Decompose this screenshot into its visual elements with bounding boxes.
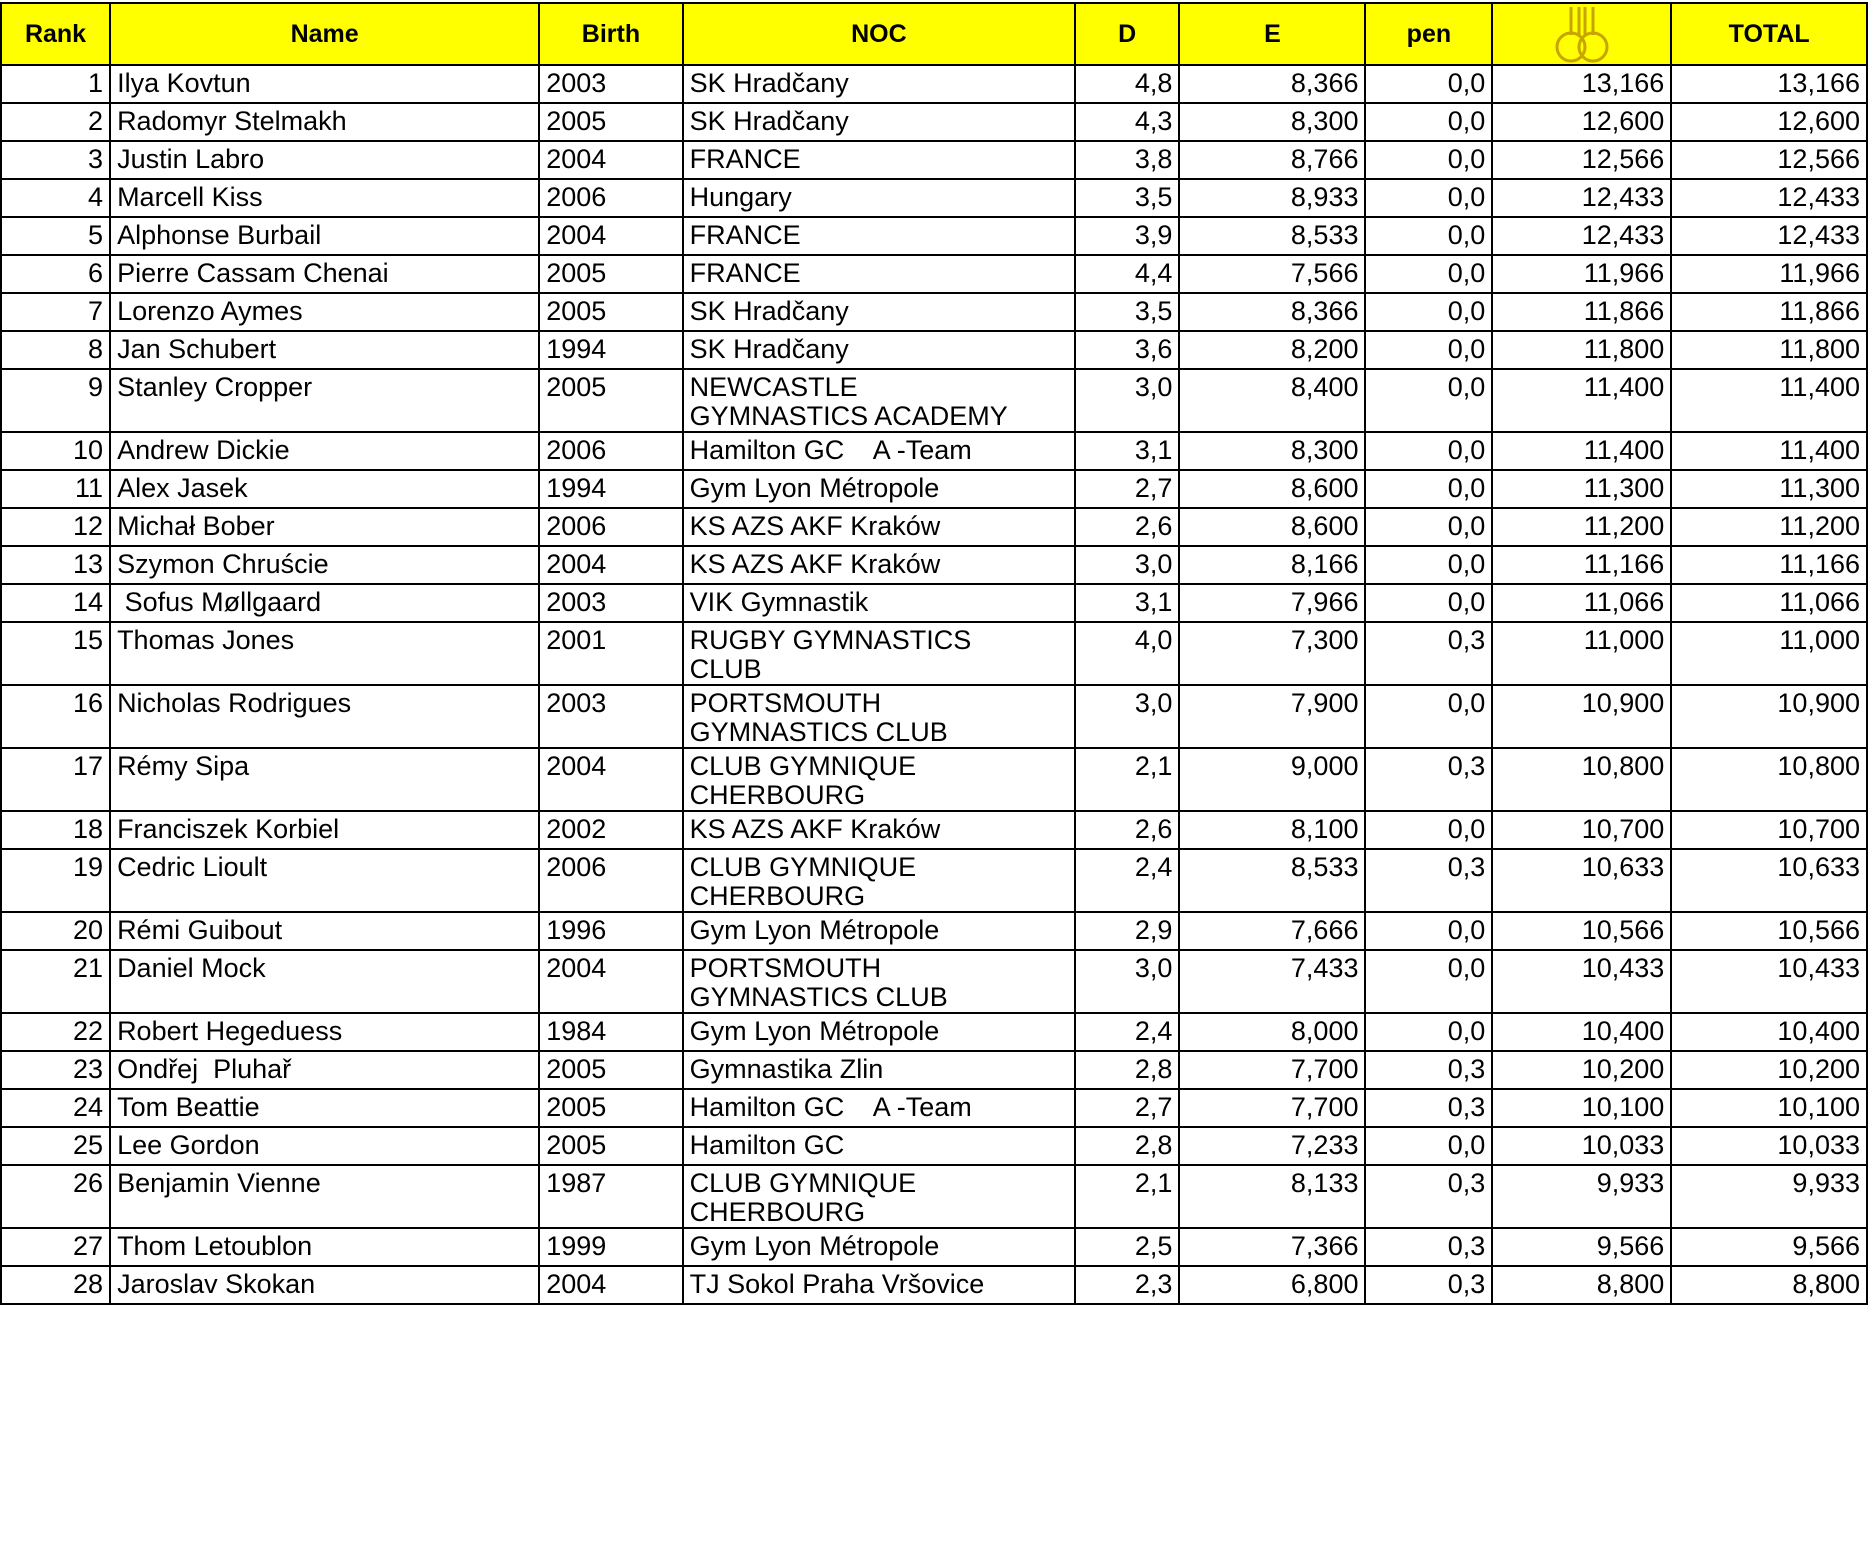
table-row: [1, 255, 1867, 293]
total-cell: 10,700: [1671, 811, 1867, 849]
rings-score-cell: 10,400: [1492, 1013, 1671, 1051]
table-row: [1, 849, 1867, 912]
header-pen: pen: [1365, 3, 1492, 65]
name-cell: Radomyr Stelmakh: [110, 103, 539, 141]
name-cell: Thom Letoublon: [110, 1228, 539, 1266]
noc-cell: SK Hradčany: [683, 293, 1075, 331]
penalty-cell: 0,0: [1365, 293, 1492, 331]
e-score-cell: 7,233: [1179, 1127, 1365, 1165]
e-score-cell: 7,900: [1179, 685, 1365, 748]
table-row: [1, 1266, 1867, 1304]
total-cell: 10,900: [1671, 685, 1867, 748]
rank-cell: 16: [1, 685, 110, 748]
d-score-cell: 2,1: [1075, 748, 1179, 811]
e-score-cell: 8,200: [1179, 331, 1365, 369]
penalty-cell: 0,0: [1365, 1127, 1492, 1165]
table-row: [1, 103, 1867, 141]
total-cell: 10,566: [1671, 912, 1867, 950]
name-cell: Sofus Møllgaard: [110, 584, 539, 622]
header-e: E: [1179, 3, 1365, 65]
penalty-cell: 0,0: [1365, 65, 1492, 103]
name-cell: Stanley Cropper: [110, 369, 539, 432]
header-row: [1, 3, 1867, 65]
noc-cell: Gym Lyon Métropole: [683, 912, 1075, 950]
e-score-cell: 8,366: [1179, 65, 1365, 103]
rank-cell: 6: [1, 255, 110, 293]
rings-score-cell: 12,433: [1492, 179, 1671, 217]
d-score-cell: 3,5: [1075, 179, 1179, 217]
table-row: [1, 811, 1867, 849]
e-score-cell: 7,433: [1179, 950, 1365, 1013]
table-row: [1, 1051, 1867, 1089]
total-cell: 11,300: [1671, 470, 1867, 508]
penalty-cell: 0,0: [1365, 179, 1492, 217]
birth-cell: 2005: [539, 1127, 682, 1165]
table-row: [1, 546, 1867, 584]
noc-cell: Gym Lyon Métropole: [683, 1228, 1075, 1266]
penalty-cell: 0,0: [1365, 369, 1492, 432]
penalty-cell: 0,0: [1365, 508, 1492, 546]
rank-cell: 23: [1, 1051, 110, 1089]
noc-cell: FRANCE: [683, 255, 1075, 293]
rings-score-cell: 10,900: [1492, 685, 1671, 748]
e-score-cell: 8,366: [1179, 293, 1365, 331]
e-score-cell: 7,966: [1179, 584, 1365, 622]
e-score-cell: 8,100: [1179, 811, 1365, 849]
header-apparatus: [1492, 3, 1671, 65]
name-cell: Pierre Cassam Chenai: [110, 255, 539, 293]
noc-cell: CLUB GYMNIQUE CHERBOURG: [683, 1165, 1075, 1228]
d-score-cell: 2,8: [1075, 1127, 1179, 1165]
d-score-cell: 3,0: [1075, 685, 1179, 748]
noc-cell: PORTSMOUTH GYMNASTICS CLUB: [683, 950, 1075, 1013]
rank-cell: 12: [1, 508, 110, 546]
d-score-cell: 3,1: [1075, 432, 1179, 470]
rank-cell: 21: [1, 950, 110, 1013]
d-score-cell: 4,0: [1075, 622, 1179, 685]
rank-cell: 1: [1, 65, 110, 103]
noc-cell: CLUB GYMNIQUE CHERBOURG: [683, 849, 1075, 912]
d-score-cell: 3,9: [1075, 217, 1179, 255]
table-row: [1, 1165, 1867, 1228]
table-row: [1, 508, 1867, 546]
birth-cell: 2006: [539, 849, 682, 912]
name-cell: Robert Hegeduess: [110, 1013, 539, 1051]
d-score-cell: 3,0: [1075, 950, 1179, 1013]
birth-cell: 1994: [539, 331, 682, 369]
e-score-cell: 7,700: [1179, 1051, 1365, 1089]
rings-score-cell: 12,566: [1492, 141, 1671, 179]
total-cell: 12,433: [1671, 179, 1867, 217]
penalty-cell: 0,0: [1365, 811, 1492, 849]
name-cell: Szymon Chruście: [110, 546, 539, 584]
total-cell: 10,200: [1671, 1051, 1867, 1089]
e-score-cell: 6,800: [1179, 1266, 1365, 1304]
total-cell: 12,433: [1671, 217, 1867, 255]
rings-score-cell: 11,066: [1492, 584, 1671, 622]
noc-cell: KS AZS AKF Kraków: [683, 546, 1075, 584]
rank-cell: 20: [1, 912, 110, 950]
total-cell: 11,066: [1671, 584, 1867, 622]
birth-cell: 2004: [539, 1266, 682, 1304]
name-cell: Jan Schubert: [110, 331, 539, 369]
rings-score-cell: 11,300: [1492, 470, 1671, 508]
e-score-cell: 8,400: [1179, 369, 1365, 432]
birth-cell: 2005: [539, 103, 682, 141]
d-score-cell: 2,7: [1075, 470, 1179, 508]
table-row: [1, 217, 1867, 255]
rings-score-cell: 10,433: [1492, 950, 1671, 1013]
penalty-cell: 0,0: [1365, 912, 1492, 950]
noc-cell: SK Hradčany: [683, 331, 1075, 369]
d-score-cell: 2,4: [1075, 849, 1179, 912]
birth-cell: 2005: [539, 293, 682, 331]
name-cell: Michał Bober: [110, 508, 539, 546]
birth-cell: 2006: [539, 508, 682, 546]
total-cell: 10,433: [1671, 950, 1867, 1013]
noc-cell: Hamilton GC A -Team: [683, 1089, 1075, 1127]
total-cell: 11,200: [1671, 508, 1867, 546]
rank-cell: 28: [1, 1266, 110, 1304]
rings-icon: [1547, 5, 1617, 63]
total-cell: 13,166: [1671, 65, 1867, 103]
birth-cell: 2001: [539, 622, 682, 685]
rank-cell: 11: [1, 470, 110, 508]
noc-cell: NEWCASTLE GYMNASTICS ACADEMY: [683, 369, 1075, 432]
total-cell: 11,000: [1671, 622, 1867, 685]
rank-cell: 13: [1, 546, 110, 584]
d-score-cell: 4,3: [1075, 103, 1179, 141]
d-score-cell: 3,1: [1075, 584, 1179, 622]
rank-cell: 15: [1, 622, 110, 685]
table-row: [1, 622, 1867, 685]
birth-cell: 1996: [539, 912, 682, 950]
rings-score-cell: 11,200: [1492, 508, 1671, 546]
d-score-cell: 3,0: [1075, 546, 1179, 584]
rank-cell: 19: [1, 849, 110, 912]
table-row: [1, 748, 1867, 811]
total-cell: 11,400: [1671, 432, 1867, 470]
total-cell: 12,566: [1671, 141, 1867, 179]
table-row: [1, 331, 1867, 369]
rings-score-cell: 11,400: [1492, 432, 1671, 470]
penalty-cell: 0,0: [1365, 950, 1492, 1013]
name-cell: Benjamin Vienne: [110, 1165, 539, 1228]
total-cell: 8,800: [1671, 1266, 1867, 1304]
e-score-cell: 8,933: [1179, 179, 1365, 217]
d-score-cell: 4,4: [1075, 255, 1179, 293]
name-cell: Ilya Kovtun: [110, 65, 539, 103]
birth-cell: 2004: [539, 217, 682, 255]
name-cell: Daniel Mock: [110, 950, 539, 1013]
e-score-cell: 8,300: [1179, 432, 1365, 470]
d-score-cell: 2,6: [1075, 508, 1179, 546]
total-cell: 10,100: [1671, 1089, 1867, 1127]
penalty-cell: 0,3: [1365, 1266, 1492, 1304]
rank-cell: 2: [1, 103, 110, 141]
name-cell: Tom Beattie: [110, 1089, 539, 1127]
e-score-cell: 9,000: [1179, 748, 1365, 811]
rank-cell: 26: [1, 1165, 110, 1228]
rings-score-cell: 10,633: [1492, 849, 1671, 912]
rank-cell: 14: [1, 584, 110, 622]
penalty-cell: 0,0: [1365, 217, 1492, 255]
total-cell: 11,800: [1671, 331, 1867, 369]
rank-cell: 17: [1, 748, 110, 811]
birth-cell: 2003: [539, 685, 682, 748]
noc-cell: Hamilton GC A -Team: [683, 432, 1075, 470]
d-score-cell: 2,8: [1075, 1051, 1179, 1089]
birth-cell: 1994: [539, 470, 682, 508]
rank-cell: 18: [1, 811, 110, 849]
rings-score-cell: 9,566: [1492, 1228, 1671, 1266]
rank-cell: 24: [1, 1089, 110, 1127]
noc-cell: Hamilton GC: [683, 1127, 1075, 1165]
table-row: [1, 470, 1867, 508]
e-score-cell: 8,600: [1179, 508, 1365, 546]
header-d: D: [1075, 3, 1179, 65]
e-score-cell: 7,700: [1179, 1089, 1365, 1127]
rings-score-cell: 10,700: [1492, 811, 1671, 849]
d-score-cell: 2,9: [1075, 912, 1179, 950]
birth-cell: 1987: [539, 1165, 682, 1228]
name-cell: Lorenzo Aymes: [110, 293, 539, 331]
birth-cell: 2006: [539, 179, 682, 217]
birth-cell: 1984: [539, 1013, 682, 1051]
name-cell: Cedric Lioult: [110, 849, 539, 912]
noc-cell: PORTSMOUTH GYMNASTICS CLUB: [683, 685, 1075, 748]
total-cell: 10,633: [1671, 849, 1867, 912]
name-cell: Jaroslav Skokan: [110, 1266, 539, 1304]
rank-cell: 10: [1, 432, 110, 470]
total-cell: 10,400: [1671, 1013, 1867, 1051]
table-row: [1, 685, 1867, 748]
penalty-cell: 0,3: [1365, 1051, 1492, 1089]
d-score-cell: 3,6: [1075, 331, 1179, 369]
noc-cell: FRANCE: [683, 141, 1075, 179]
d-score-cell: 4,8: [1075, 65, 1179, 103]
table-row: [1, 912, 1867, 950]
header-rank: Rank: [1, 3, 110, 65]
noc-cell: Hungary: [683, 179, 1075, 217]
d-score-cell: 2,7: [1075, 1089, 1179, 1127]
birth-cell: 2003: [539, 584, 682, 622]
penalty-cell: 0,3: [1365, 748, 1492, 811]
e-score-cell: 8,133: [1179, 1165, 1365, 1228]
total-cell: 9,933: [1671, 1165, 1867, 1228]
rings-score-cell: 10,800: [1492, 748, 1671, 811]
table-row: [1, 950, 1867, 1013]
name-cell: Alphonse Burbail: [110, 217, 539, 255]
rings-score-cell: 11,166: [1492, 546, 1671, 584]
e-score-cell: 8,766: [1179, 141, 1365, 179]
table-row: [1, 432, 1867, 470]
noc-cell: FRANCE: [683, 217, 1075, 255]
rings-score-cell: 12,433: [1492, 217, 1671, 255]
penalty-cell: 0,0: [1365, 546, 1492, 584]
birth-cell: 2004: [539, 141, 682, 179]
penalty-cell: 0,0: [1365, 432, 1492, 470]
name-cell: Rémy Sipa: [110, 748, 539, 811]
table-row: [1, 1089, 1867, 1127]
noc-cell: Gym Lyon Métropole: [683, 470, 1075, 508]
total-cell: 10,033: [1671, 1127, 1867, 1165]
noc-cell: TJ Sokol Praha Vršovice: [683, 1266, 1075, 1304]
birth-cell: 2002: [539, 811, 682, 849]
rings-score-cell: 9,933: [1492, 1165, 1671, 1228]
table-row: [1, 141, 1867, 179]
birth-cell: 2004: [539, 546, 682, 584]
noc-cell: SK Hradčany: [683, 65, 1075, 103]
e-score-cell: 8,000: [1179, 1013, 1365, 1051]
birth-cell: 1999: [539, 1228, 682, 1266]
header-noc: NOC: [683, 3, 1075, 65]
rings-score-cell: 10,200: [1492, 1051, 1671, 1089]
total-cell: 9,566: [1671, 1228, 1867, 1266]
e-score-cell: 8,600: [1179, 470, 1365, 508]
rank-cell: 9: [1, 369, 110, 432]
rank-cell: 27: [1, 1228, 110, 1266]
total-cell: 12,600: [1671, 103, 1867, 141]
birth-cell: 2005: [539, 1051, 682, 1089]
rings-score-cell: 11,866: [1492, 293, 1671, 331]
rings-score-cell: 11,966: [1492, 255, 1671, 293]
birth-cell: 2005: [539, 369, 682, 432]
rings-score-cell: 13,166: [1492, 65, 1671, 103]
penalty-cell: 0,3: [1365, 849, 1492, 912]
noc-cell: Gym Lyon Métropole: [683, 1013, 1075, 1051]
birth-cell: 2004: [539, 950, 682, 1013]
penalty-cell: 0,3: [1365, 1165, 1492, 1228]
table-row: [1, 293, 1867, 331]
name-cell: Ondřej Pluhař: [110, 1051, 539, 1089]
rings-score-cell: 11,400: [1492, 369, 1671, 432]
noc-cell: KS AZS AKF Kraków: [683, 508, 1075, 546]
d-score-cell: 2,3: [1075, 1266, 1179, 1304]
d-score-cell: 3,8: [1075, 141, 1179, 179]
birth-cell: 2003: [539, 65, 682, 103]
penalty-cell: 0,0: [1365, 1013, 1492, 1051]
d-score-cell: 2,6: [1075, 811, 1179, 849]
penalty-cell: 0,0: [1365, 584, 1492, 622]
noc-cell: KS AZS AKF Kraków: [683, 811, 1075, 849]
name-cell: Alex Jasek: [110, 470, 539, 508]
noc-cell: VIK Gymnastik: [683, 584, 1075, 622]
penalty-cell: 0,0: [1365, 470, 1492, 508]
rank-cell: 5: [1, 217, 110, 255]
e-score-cell: 8,300: [1179, 103, 1365, 141]
rank-cell: 4: [1, 179, 110, 217]
d-score-cell: 3,0: [1075, 369, 1179, 432]
rank-cell: 7: [1, 293, 110, 331]
rank-cell: 8: [1, 331, 110, 369]
penalty-cell: 0,0: [1365, 331, 1492, 369]
rank-cell: 25: [1, 1127, 110, 1165]
e-score-cell: 8,533: [1179, 849, 1365, 912]
penalty-cell: 0,0: [1365, 103, 1492, 141]
birth-cell: 2004: [539, 748, 682, 811]
d-score-cell: 2,4: [1075, 1013, 1179, 1051]
total-cell: 11,866: [1671, 293, 1867, 331]
penalty-cell: 0,3: [1365, 1089, 1492, 1127]
name-cell: Rémi Guibout: [110, 912, 539, 950]
name-cell: Marcell Kiss: [110, 179, 539, 217]
e-score-cell: 7,366: [1179, 1228, 1365, 1266]
results-body: [1, 65, 1867, 1304]
penalty-cell: 0,0: [1365, 141, 1492, 179]
birth-cell: 2006: [539, 432, 682, 470]
table-row: [1, 1127, 1867, 1165]
e-score-cell: 7,566: [1179, 255, 1365, 293]
penalty-cell: 0,3: [1365, 622, 1492, 685]
d-score-cell: 2,5: [1075, 1228, 1179, 1266]
d-score-cell: 2,1: [1075, 1165, 1179, 1228]
table-row: [1, 1013, 1867, 1051]
table-row: [1, 369, 1867, 432]
rank-cell: 3: [1, 141, 110, 179]
e-score-cell: 8,533: [1179, 217, 1365, 255]
total-cell: 11,166: [1671, 546, 1867, 584]
rings-score-cell: 11,800: [1492, 331, 1671, 369]
penalty-cell: 0,0: [1365, 685, 1492, 748]
name-cell: Justin Labro: [110, 141, 539, 179]
noc-cell: SK Hradčany: [683, 103, 1075, 141]
penalty-cell: 0,3: [1365, 1228, 1492, 1266]
e-score-cell: 8,166: [1179, 546, 1365, 584]
name-cell: Lee Gordon: [110, 1127, 539, 1165]
noc-cell: RUGBY GYMNASTICS CLUB: [683, 622, 1075, 685]
birth-cell: 2005: [539, 1089, 682, 1127]
name-cell: Andrew Dickie: [110, 432, 539, 470]
header-birth: Birth: [539, 3, 682, 65]
results-table: [0, 2, 1868, 1305]
total-cell: 11,400: [1671, 369, 1867, 432]
name-cell: Thomas Jones: [110, 622, 539, 685]
table-row: [1, 65, 1867, 103]
name-cell: Franciszek Korbiel: [110, 811, 539, 849]
header-name: Name: [110, 3, 539, 65]
table-row: [1, 1228, 1867, 1266]
rings-score-cell: 10,566: [1492, 912, 1671, 950]
table-row: [1, 179, 1867, 217]
rings-score-cell: 8,800: [1492, 1266, 1671, 1304]
e-score-cell: 7,666: [1179, 912, 1365, 950]
rings-score-cell: 10,033: [1492, 1127, 1671, 1165]
birth-cell: 2005: [539, 255, 682, 293]
noc-cell: Gymnastika Zlin: [683, 1051, 1075, 1089]
header-total: TOTAL: [1671, 3, 1867, 65]
total-cell: 11,966: [1671, 255, 1867, 293]
rank-cell: 22: [1, 1013, 110, 1051]
d-score-cell: 3,5: [1075, 293, 1179, 331]
total-cell: 10,800: [1671, 748, 1867, 811]
name-cell: Nicholas Rodrigues: [110, 685, 539, 748]
table-row: [1, 584, 1867, 622]
rings-score-cell: 10,100: [1492, 1089, 1671, 1127]
penalty-cell: 0,0: [1365, 255, 1492, 293]
rings-score-cell: 11,000: [1492, 622, 1671, 685]
e-score-cell: 7,300: [1179, 622, 1365, 685]
noc-cell: CLUB GYMNIQUE CHERBOURG: [683, 748, 1075, 811]
rings-score-cell: 12,600: [1492, 103, 1671, 141]
